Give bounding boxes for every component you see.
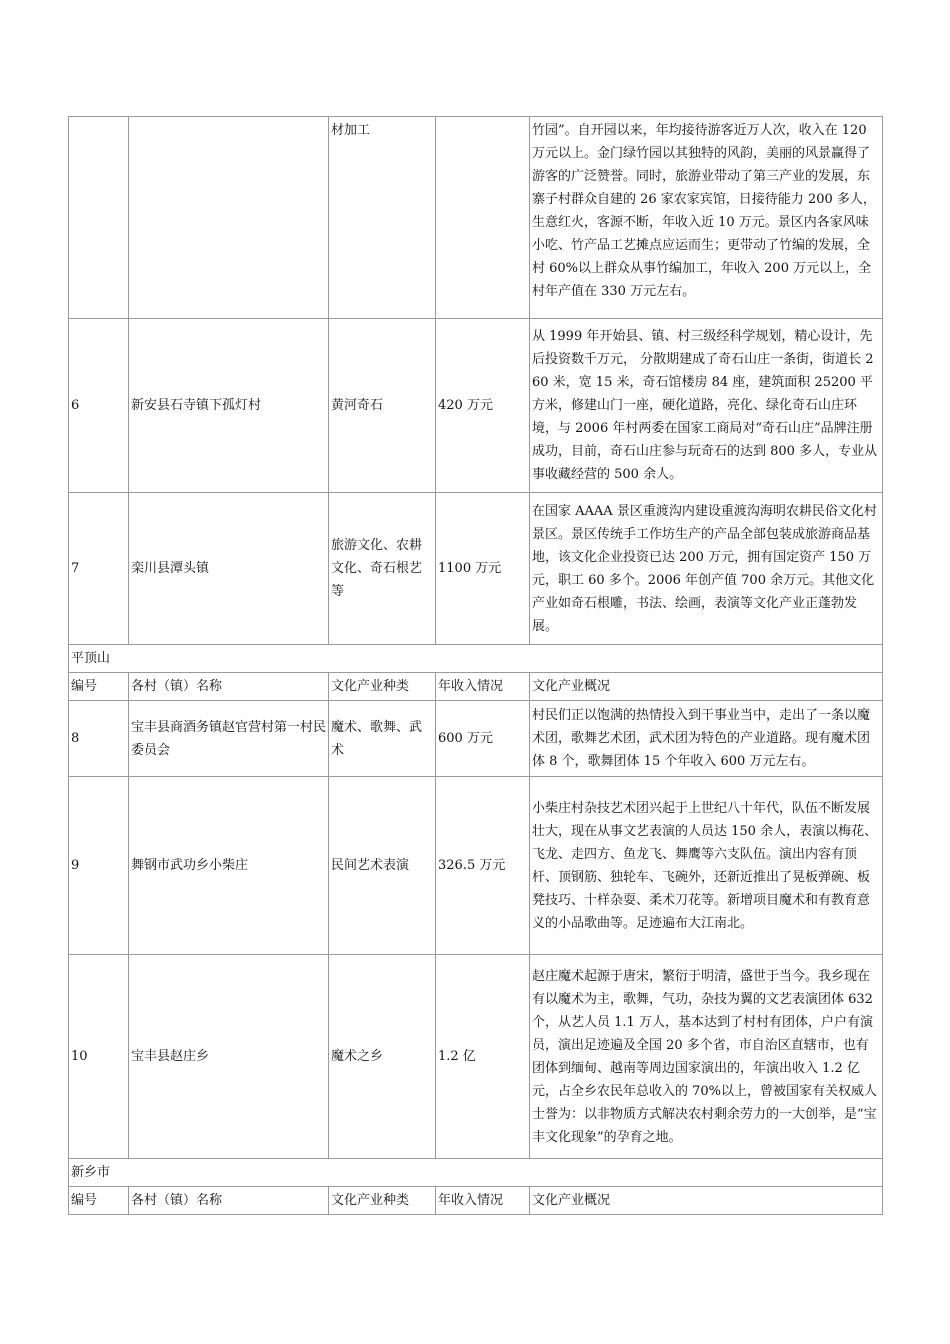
cell-village-name [129,117,329,319]
cell-village-name: 宝丰县赵庄乡 [129,955,329,1159]
table-row [69,777,883,955]
cell-industry-type: 黄河奇石 [329,319,436,493]
region-name: 平顶山 [69,645,883,673]
header-industry-type: 文化产业种类 [329,1187,436,1215]
cell-industry-overview: 赵庄魔术起源于唐宋，繁衍于明清，盛世于当今。我乡现在有以魔术为主，歌舞，气功，杂技为翼的文艺表演团体 632 个，从艺人员 1.1 万人，基本达到了村村有团体，户户有演员，演出足迹遍及全国 20 多个省，市自治区直辖市，也有团体到缅甸、越南等周边国家演出的，年演出收入 1.2 亿元，占全乡农民年总收入的 70%以上，曾被国家有关权威人士誉为：以非物质方式解决农村剩余劳力的一大创举，是“宝丰文化现象”的孕育之地。 [530,955,883,1159]
cell-annual-income: 1100 万元 [436,493,530,645]
cell-number [69,117,129,319]
cell-annual-income: 420 万元 [436,319,530,493]
cell-annual-income: 600 万元 [436,701,530,777]
header-village-name: 各村（镇）名称 [129,1187,329,1215]
table-row [69,117,883,319]
table-row [69,955,883,1159]
region-row [69,645,883,673]
cell-village-name: 舞钢市武功乡小柴庄 [129,777,329,955]
cell-industry-type: 魔术、歌舞、武术 [329,701,436,777]
cell-number: 6 [69,319,129,493]
cell-annual-income [436,117,530,319]
region-row [69,1159,883,1187]
header-industry-type: 文化产业种类 [329,673,436,701]
header-annual-income: 年收入情况 [436,1187,530,1215]
cell-number: 9 [69,777,129,955]
cell-industry-overview: 在国家 AAAA 景区重渡沟内建设重渡沟海明农耕民俗文化村景区。景区传统手工作坊生产的产品全部包装成旅游商品基地，该文化企业投资已达 200 万元，拥有国定资产 150 万元，职工 60 多个。2006 年创产值 700 余万元。其他文化产业如奇石根雕，书法、绘画，表演等文化产业正蓬勃发展。 [530,493,883,645]
cell-industry-type: 民间艺术表演 [329,777,436,955]
cell-village-name: 新安县石寺镇下孤灯村 [129,319,329,493]
header-industry-overview: 文化产业概况 [530,673,883,701]
header-industry-overview: 文化产业概况 [530,1187,883,1215]
cell-annual-income: 1.2 亿 [436,955,530,1159]
region-name: 新乡市 [69,1159,883,1187]
cell-industry-type: 魔术之乡 [329,955,436,1159]
cell-annual-income: 326.5 万元 [436,777,530,955]
header-village-name: 各村（镇）名称 [129,673,329,701]
header-number: 编号 [69,673,129,701]
table-row [69,319,883,493]
cell-village-name: 栾川县潭头镇 [129,493,329,645]
table-row [69,493,883,645]
cell-industry-type: 旅游文化、农耕文化、奇石根艺等 [329,493,436,645]
header-annual-income: 年收入情况 [436,673,530,701]
cell-number: 7 [69,493,129,645]
culture-industry-table [68,116,883,1215]
cell-number: 10 [69,955,129,1159]
cell-industry-overview: 小柴庄村杂技艺术团兴起于上世纪八十年代，队伍不断发展壮大，现在从事文艺表演的人员达 150 余人，表演以梅花、飞龙、走四方、鱼龙飞、舞鹰等六支队伍。演出内容有顶杆、顶钢筋、独轮车、飞碗外，还新近推出了晃板弹碗、板凳技巧、十样杂耍、柔术刀花等。新增项目魔术和有教育意义的小品歌曲等。足迹遍布大江南北。 [530,777,883,955]
cell-industry-overview: 从 1999 年开始县、镇、村三级经科学规划，精心设计，先后投资数千万元， 分散期建成了奇石山庄一条街，街道长 260 米，宽 15 米，奇石馆楼房 84 座，建筑面积 25200 平方米，修建山门一座，硬化道路，亮化、绿化奇石山庄环境，与 2006 年村两委在国家工商局对“奇石山庄”品牌注册成功，目前，奇石山庄参与玩奇石的达到 800 多人，专业从事收藏经营的 500 余人。 [530,319,883,493]
header-number: 编号 [69,1187,129,1215]
cell-number: 8 [69,701,129,777]
header-row [69,1187,883,1215]
cell-industry-type: 材加工 [329,117,436,319]
cell-industry-overview: 村民们正以饱满的热情投入到干事业当中，走出了一条以魔术团，歌舞艺术团，武术团为特色的产业道路。现有魔术团体 8 个，歌舞团体 15 个年收入 600 万元左右。 [530,701,883,777]
table-row [69,701,883,777]
cell-village-name: 宝丰县商酒务镇赵官营村第一村民委员会 [129,701,329,777]
cell-industry-overview: 竹园”。自开园以来，年均接待游客近万人次，收入在 120 万元以上。金门绿竹园以其独特的风韵，美丽的风景赢得了游客的广泛赞誉。同时，旅游业带动了第三产业的发展，东寨子村群众自建的 26 家农家宾馆，日接待能力 200 多人，生意红火，客源不断，年收入近 10 万元。景区内各家风味小吃、竹产品工艺摊点应运而生；更带动了竹编的发展，全村 60%以上群众从事竹编加工，年收入 200 万元以上，全村年产值在 330 万元左右。 [530,117,883,319]
header-row [69,673,883,701]
